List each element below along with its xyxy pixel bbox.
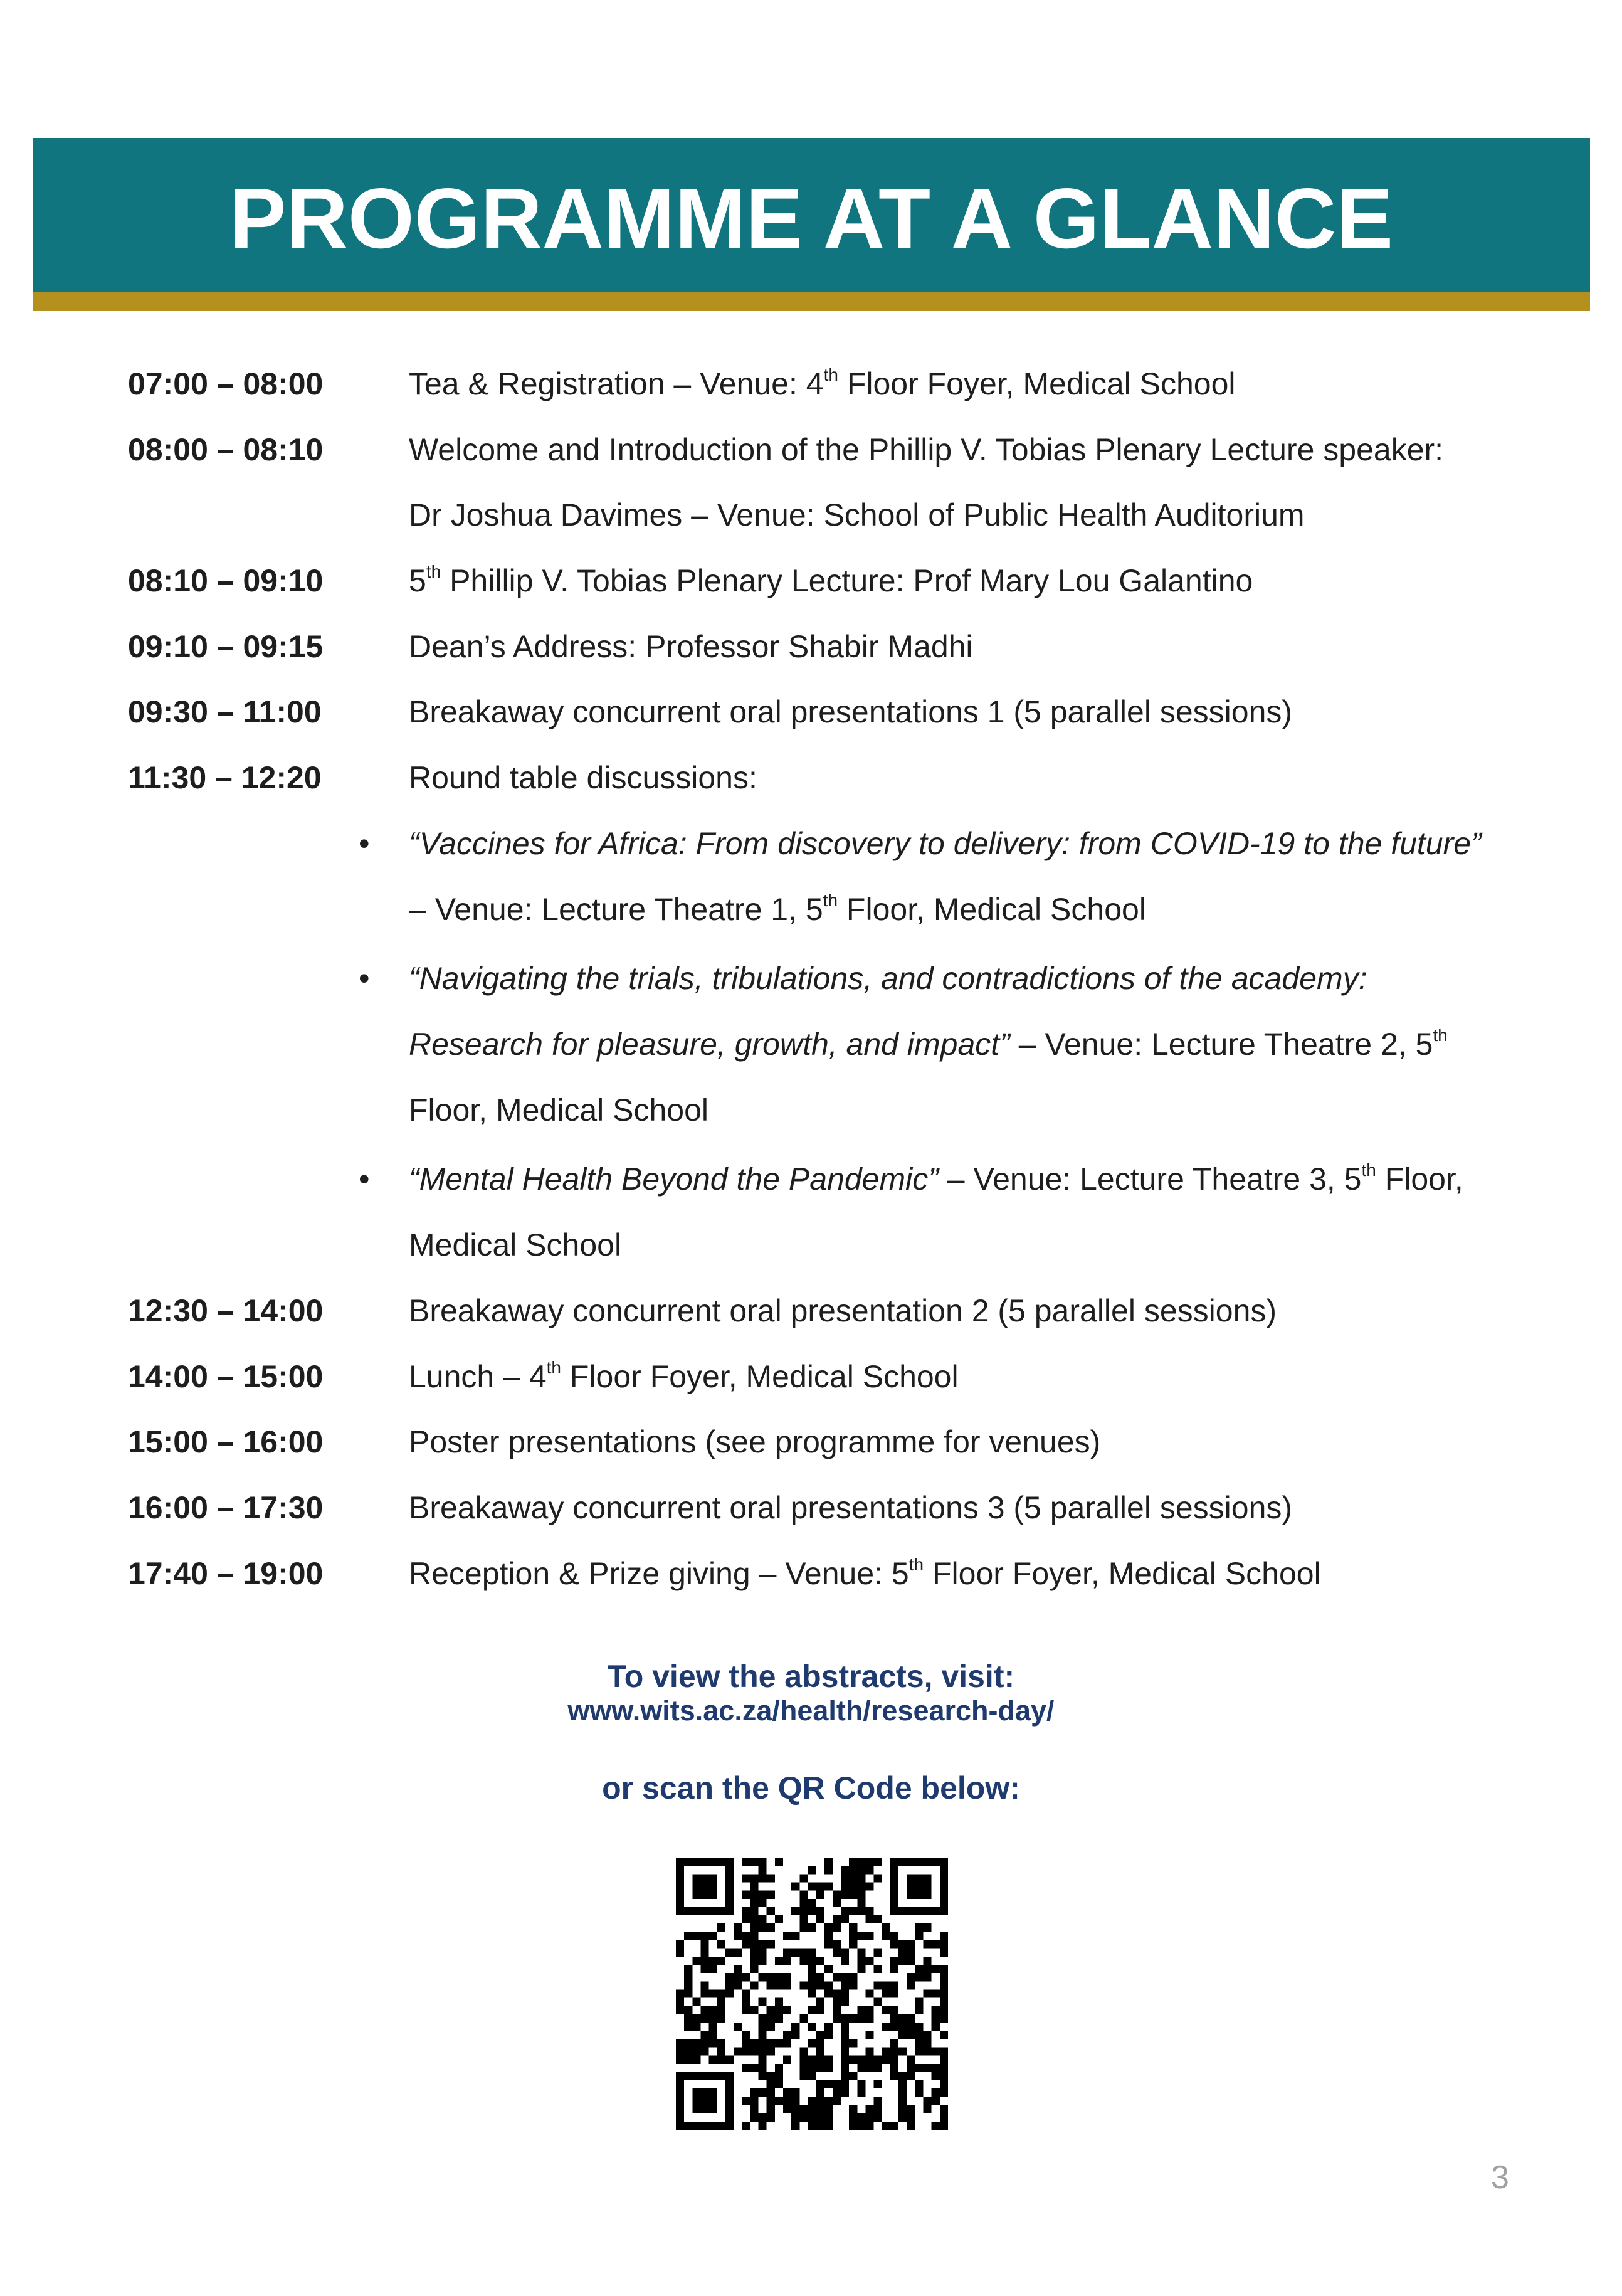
roundtable-venue: – Venue: Lecture Theatre 1, 5th Floor, Medical School [409, 891, 1146, 927]
abstracts-heading: To view the abstracts, visit: [607, 1659, 1015, 1694]
time-slot: 17:40 – 19:00 [128, 1556, 324, 1591]
schedule-item: Poster presentations (see programme for venues) [409, 1424, 1101, 1459]
schedule-item-continued: Dr Joshua Davimes – Venue: School of Public Health Auditorium [409, 497, 1305, 532]
schedule-item: Lunch – 4th Floor Foyer, Medical School [409, 1358, 959, 1394]
time-slot: 09:10 – 09:15 [128, 629, 324, 664]
qr-instruction: or scan the QR Code below: [602, 1770, 1020, 1806]
schedule-item: Breakaway concurrent oral presentations 3 (5 parallel sessions) [409, 1490, 1293, 1525]
time-slot: 09:30 – 11:00 [128, 694, 322, 729]
schedule-item: Tea & Registration – Venue: 4th Floor Foyer, Medical School [409, 365, 1236, 401]
schedule-item: Dean’s Address: Professor Shabir Madhi [409, 629, 973, 664]
roundtable-title: “Vaccines for Africa: From discovery to delivery: from COVID-19 to the future” [409, 826, 1482, 861]
page-number: 3 [1491, 2159, 1509, 2196]
time-slot: 08:00 – 08:10 [128, 432, 324, 467]
schedule-item: Round table discussions: [409, 760, 757, 795]
title-banner [33, 138, 1590, 292]
qr-code-icon[interactable] [676, 1858, 948, 2130]
schedule-item: Reception & Prize giving – Venue: 5th Floor Foyer, Medical School [409, 1555, 1321, 1591]
roundtable-venue: Floor, Medical School [409, 1092, 709, 1128]
roundtable-title: “Mental Health Beyond the Pandemic” – Venue: Lecture Theatre 3, 5th Floor, [409, 1160, 1463, 1197]
gold-rule [33, 292, 1590, 311]
schedule-item: Breakaway concurrent oral presentations 1 (5 parallel sessions) [409, 694, 1293, 729]
schedule-item: Welcome and Introduction of the Phillip V. Tobias Plenary Lecture speaker: [409, 432, 1444, 467]
roundtable-title: “Navigating the trials, tribulations, and contradictions of the academy: [409, 961, 1367, 996]
schedule-item: Breakaway concurrent oral presentation 2 (5 parallel sessions) [409, 1293, 1277, 1328]
bullet: • [359, 826, 370, 861]
abstracts-link[interactable]: www.wits.ac.za/health/research-day/ [567, 1695, 1055, 1727]
time-slot: 15:00 – 16:00 [128, 1424, 324, 1459]
bullet: • [359, 961, 370, 996]
schedule-item: 5th Phillip V. Tobias Plenary Lecture: Prof Mary Lou Galantino [409, 562, 1253, 598]
time-slot: 07:00 – 08:00 [128, 366, 324, 401]
time-slot: 11:30 – 12:20 [128, 760, 322, 795]
time-slot: 12:30 – 14:00 [128, 1293, 324, 1328]
time-slot: 16:00 – 17:30 [128, 1490, 324, 1525]
time-slot: 14:00 – 15:00 [128, 1359, 324, 1394]
time-slot: 08:10 – 09:10 [128, 563, 324, 598]
page-title: PROGRAMME AT A GLANCE [229, 171, 1394, 266]
roundtable-venue: Medical School [409, 1227, 622, 1262]
bullet: • [359, 1161, 370, 1197]
roundtable-title-continued: Research for pleasure, growth, and impact” – Venue: Lecture Theatre 2, 5th [409, 1025, 1448, 1062]
